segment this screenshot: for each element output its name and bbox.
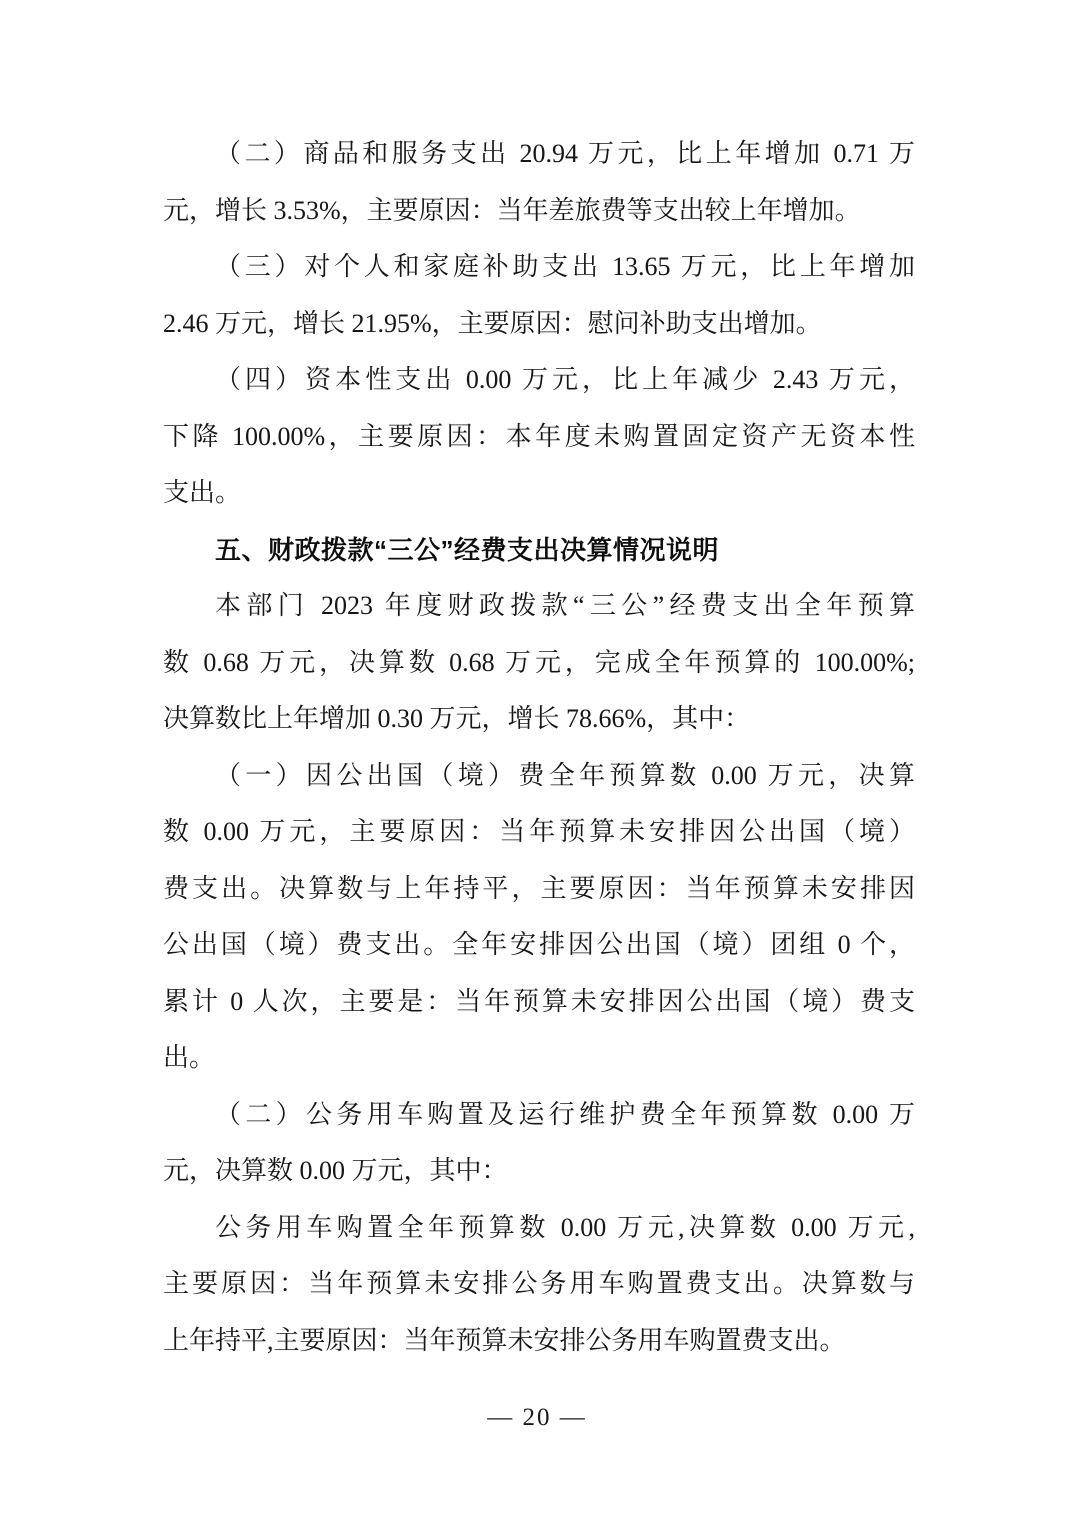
text-line: （四）资本性支出 0.00 万元，比上年减少 2.43 万元， <box>215 365 915 394</box>
text-line: 2.46 万元，增长 21.95%，主要原因：慰问补助支出增加。 <box>163 308 822 338</box>
section-heading-three-public-funds <box>163 522 915 579</box>
page-footer <box>0 1398 1074 1438</box>
text-line: （一）因公出国（境）费全年预算数 0.00 万元，决算 <box>215 760 915 790</box>
text-line: 本部门 2023 年度财政拨款“三公”经费支出全年预算 <box>215 591 915 620</box>
text-line: 下降 100.00%，主要原因：本年度未购置固定资产无资本性 <box>163 421 915 451</box>
para-goods-and-services-expenditure <box>163 126 915 239</box>
text-line: 公务用车购置全年预算数 0.00 万元,决算数 0.00 万元, <box>215 1212 915 1242</box>
text-line: 支出。 <box>163 478 242 507</box>
text-line: 元，决算数 0.00 万元，其中： <box>163 1156 508 1185</box>
para-official-vehicle-total <box>163 1087 915 1200</box>
text-line: 出。 <box>163 1043 216 1072</box>
para-individual-family-subsidy-expenditure <box>163 239 915 352</box>
text-line: （二）公务用车购置及运行维护费全年预算数 0.00 万 <box>215 1099 915 1129</box>
text-line: 五、财政拨款“三公”经费支出决算情况说明 <box>215 534 720 565</box>
para-three-public-funds-overview <box>163 578 915 748</box>
text-line: 费支出。决算数与上年持平，主要原因：当年预算未安排因 <box>163 873 915 903</box>
document-body <box>163 126 915 1369</box>
para-overseas-travel-expense <box>163 748 915 1087</box>
text-line: 数 0.68 万元，决算数 0.68 万元，完成全年预算的 100.00%; <box>163 647 915 677</box>
page-number: — 20 — <box>487 1404 587 1431</box>
para-official-vehicle-purchase <box>163 1200 915 1370</box>
text-line: 公出国（境）费支出。全年安排因公出国（境）团组 0 个， <box>163 930 915 959</box>
text-line: （二）商品和服务支出 20.94 万元，比上年增加 0.71 万 <box>215 139 915 168</box>
text-line: 决算数比上年增加 0.30 万元，增长 78.66%，其中： <box>163 704 751 733</box>
text-line: （三）对个人和家庭补助支出 13.65 万元，比上年增加 <box>215 252 915 281</box>
text-line: 累计 0 人次，主要是：当年预算未安排因公出国（境）费支 <box>163 986 915 1016</box>
text-line: 元，增长 3.53%，主要原因：当年差旅费等支出较上年增加。 <box>163 195 861 225</box>
text-line: 上年持平,主要原因：当年预算未安排公务用车购置费支出。 <box>163 1325 846 1355</box>
text-line: 主要原因：当年预算未安排公务用车购置费支出。决算数与 <box>163 1269 915 1298</box>
text-line: 数 0.00 万元，主要原因：当年预算未安排因公出国（境） <box>163 817 915 846</box>
para-capital-expenditure <box>163 352 915 522</box>
